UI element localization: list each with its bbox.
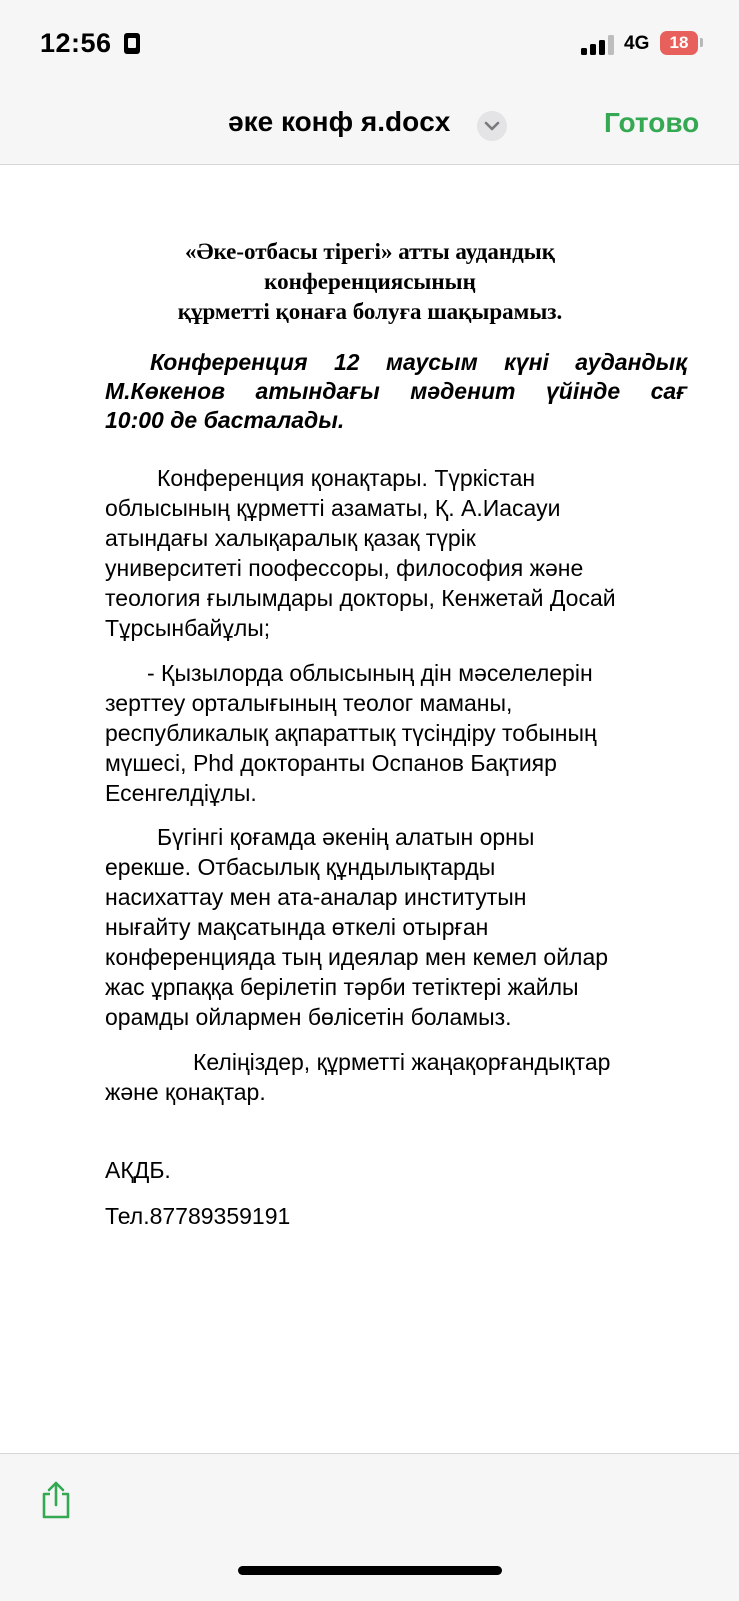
battery-cap bbox=[700, 38, 703, 47]
paragraph-line: орамды ойлармен бөлісетін боламыз. bbox=[105, 1004, 512, 1030]
paragraph-line: теология ғылымдары докторы, Кенжетай Досай bbox=[105, 585, 616, 611]
paragraph-line: Келіңіздер, құрметті жаңақорғандықтар bbox=[193, 1049, 611, 1075]
paragraph-line: және қонақтар. bbox=[105, 1079, 266, 1105]
network-label: 4G bbox=[624, 33, 650, 54]
top-bar bbox=[0, 0, 739, 165]
organization-label: АҚДБ. bbox=[105, 1157, 171, 1183]
purpose-paragraph bbox=[105, 822, 705, 1032]
paragraph-line: облысының құрметті азаматы, Қ. А.Иасауи bbox=[105, 495, 561, 521]
heading-line: «Әке-отбасы тірегі» атты аудандық bbox=[184, 239, 556, 264]
invite-paragraph bbox=[105, 1047, 705, 1107]
chevron-down-icon bbox=[484, 119, 500, 133]
document-title[interactable]: әке конф я.docx bbox=[228, 106, 451, 137]
document-view[interactable] bbox=[0, 165, 739, 1435]
share-icon bbox=[38, 1480, 74, 1520]
home-indicator bbox=[238, 1566, 502, 1575]
battery-icon bbox=[660, 31, 698, 55]
paragraph-line: жас ұрпаққа берілетіп тәрби тетіктері жайлы bbox=[105, 974, 579, 1000]
bottom-toolbar bbox=[0, 1453, 739, 1601]
paragraph-line: мүшесі, Phd докторанты Оспанов Бақтияр bbox=[105, 750, 557, 776]
guests-paragraph bbox=[105, 463, 705, 643]
lead-line: 10:00 де басталады. bbox=[105, 407, 345, 433]
done-button[interactable]: Готово bbox=[604, 107, 700, 138]
heading-line: құрметті қонаға болуға шақырамыз. bbox=[177, 299, 563, 324]
sim-card-icon bbox=[124, 33, 140, 54]
lead-line: Конференция 12 маусым күні аудандық bbox=[150, 349, 687, 375]
heading-line: конференциясының bbox=[264, 269, 476, 294]
status-time: 12:56 bbox=[40, 28, 112, 58]
title-menu-button[interactable] bbox=[477, 111, 507, 141]
paragraph-line: нығайту мақсатында өткелі отырған bbox=[105, 914, 489, 940]
paragraph-line: Есенгелдіұлы. bbox=[105, 780, 257, 806]
signal-icon bbox=[581, 35, 615, 55]
paragraph-line: Конференция қонақтары. Түркістан bbox=[157, 465, 536, 491]
paragraph-line: Тұрсынбайұлы; bbox=[105, 615, 271, 641]
document-heading bbox=[100, 237, 640, 327]
guest-two-paragraph bbox=[105, 658, 705, 808]
paragraph-line: зерттеу орталығының теолог маманы, bbox=[105, 690, 513, 716]
lead-line: М.Көкенов атындағы мәденит үйінде сағ bbox=[105, 378, 687, 404]
share-button[interactable] bbox=[38, 1480, 74, 1520]
paragraph-line: насихаттау мен ата-аналар институтын bbox=[105, 884, 527, 910]
paragraph-line: Бүгінгі қоғамда әкенің алатын орны bbox=[157, 824, 535, 850]
paragraph-line: - Қызылорда облысының дін мәселелерін bbox=[147, 660, 593, 686]
paragraph-line: университеті поофессоры, философия және bbox=[105, 555, 584, 581]
paragraph-line: конференцияда тың идеялар мен кемел ойлар bbox=[105, 944, 609, 970]
paragraph-line: атындағы халықаралық қазақ түрік bbox=[105, 525, 476, 551]
paragraph-line: республикалық ақпараттық түсіндіру тобының bbox=[105, 720, 597, 746]
battery-level: 18 bbox=[669, 33, 689, 52]
paragraph-line: ерекше. Отбасылық құндылықтарды bbox=[105, 854, 496, 880]
lead-paragraph bbox=[105, 348, 687, 435]
phone-number: Тел.87789359191 bbox=[105, 1203, 291, 1229]
